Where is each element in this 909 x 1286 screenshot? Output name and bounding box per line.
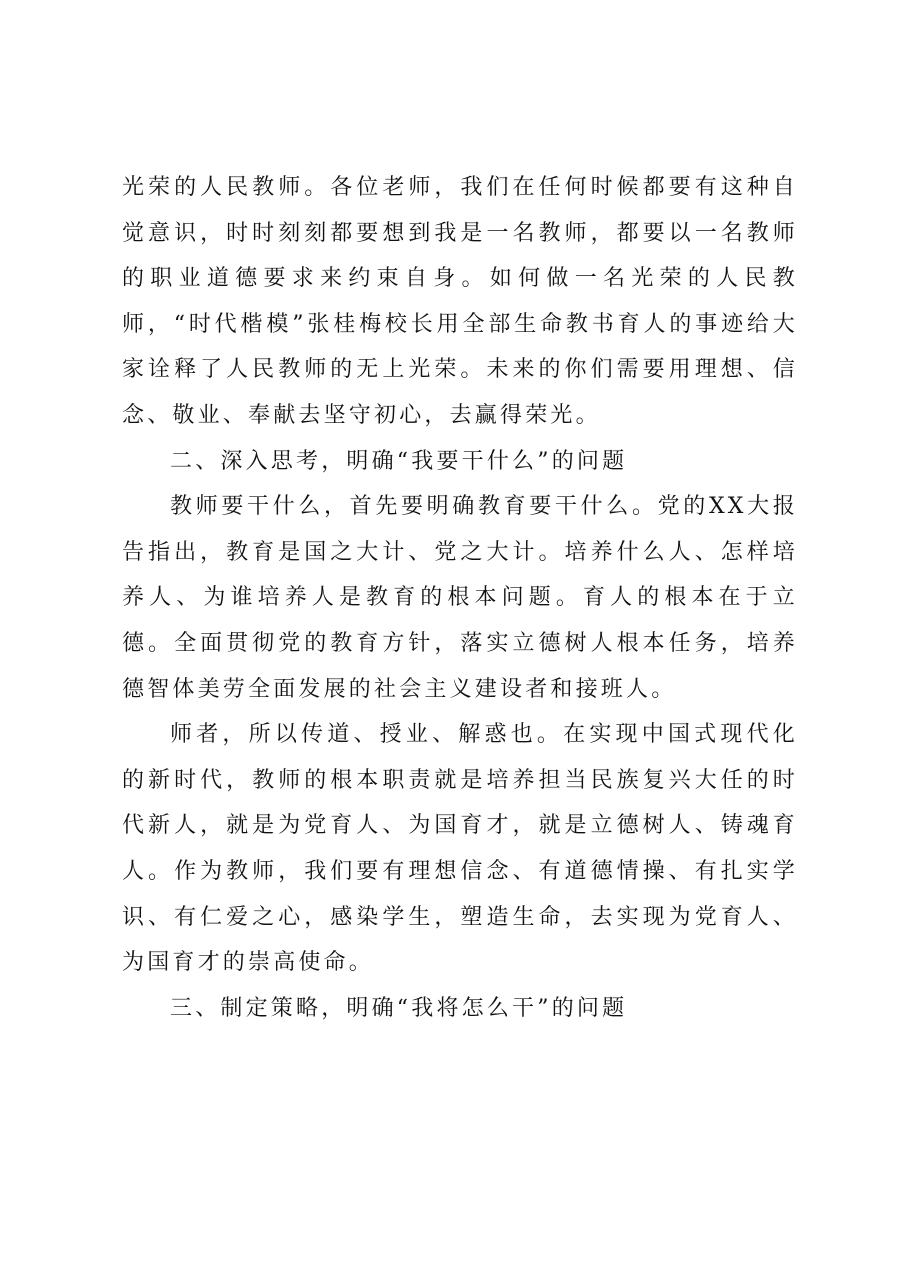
paragraph-what-to-do: 教师要干什么，首先要明确教育要干什么。党的XX大报告指出，教育是国之大计、党之大计。培养什么人、怎样培养人、为谁培养人是教育的根本问题。育人的根本在于立德。全面贯彻党的教育方针，落实立德树人根本任务，培养德智体美劳全面发展的社会主义建设者和接班人。 xyxy=(122,494,798,702)
section-heading-two: 二、深入思考，明确“我要干什么”的问题 xyxy=(170,448,628,474)
document-body xyxy=(122,165,798,1031)
section-heading-three: 三、制定策略，明确“我将怎么干”的问题 xyxy=(170,995,628,1021)
paragraph-teacher-duty: 师者，所以传道、授业、解惑也。在实现中国式现代化的新时代，教师的根本职责就是培养担当民族复兴大任的时代新人，就是为党育人、为国育才，就是立德树人、铸魂育人。作为教师，我们要有理想信念、有道德情操、有扎实学识、有仁爱之心，感染学生，塑造生命，去实现为党育人、为国育才的崇高使命。 xyxy=(122,722,798,976)
paragraph-continuation: 光荣的人民教师。各位老师，我们在任何时候都要有这种自觉意识，时时刻刻都要想到我是一名教师，都要以一名教师的职业道德要求来约束自身。如何做一名光荣的人民教师，“时代楷模”张桂梅校长用全部生命教书育人的事迹给大家诠释了人民教师的无上光荣。未来的你们需要用理想、信念、敬业、奉献去坚守初心，去赢得荣光。 xyxy=(122,175,798,428)
